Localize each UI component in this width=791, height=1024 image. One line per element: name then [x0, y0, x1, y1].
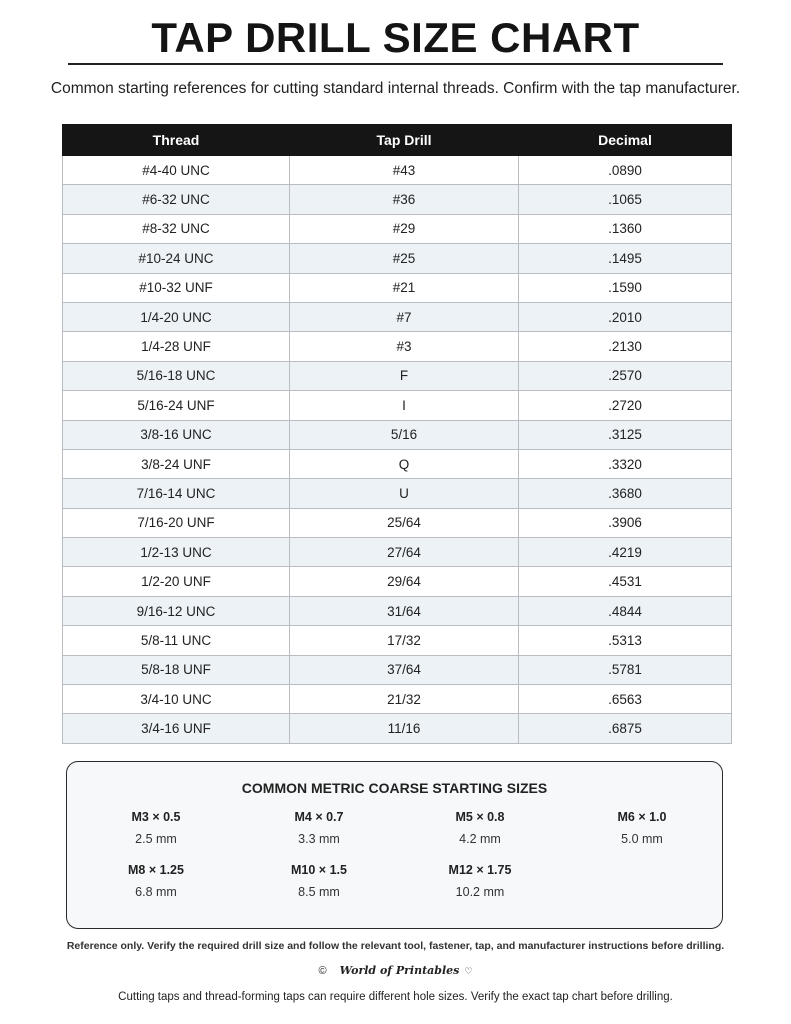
- cell-tap-drill: 27/64: [290, 538, 519, 567]
- cell-decimal: .6875: [519, 714, 732, 743]
- table-row: [63, 332, 732, 361]
- table-body: [63, 156, 732, 744]
- table-row: [63, 567, 732, 596]
- cell-tap-drill: 29/64: [290, 567, 519, 596]
- cell-decimal: .1495: [519, 244, 732, 273]
- column-header-tap-drill: Tap Drill: [290, 125, 519, 156]
- table-row: [63, 185, 732, 214]
- metric-item: [420, 810, 540, 846]
- cell-thread: 3/8-16 UNC: [63, 420, 290, 449]
- table-header-row: [63, 125, 732, 156]
- metric-drill-size: 2.5 mm: [135, 832, 177, 846]
- cell-thread: 1/4-28 UNF: [63, 332, 290, 361]
- cell-tap-drill: #43: [290, 156, 519, 185]
- page-subtitle: Common starting references for cutting standard internal threads. Confirm with the tap manufacturer.: [50, 80, 741, 97]
- cell-tap-drill: #21: [290, 273, 519, 302]
- cell-thread: 3/8-24 UNF: [63, 449, 290, 478]
- cell-thread: #6-32 UNC: [63, 185, 290, 214]
- cell-tap-drill: U: [290, 479, 519, 508]
- table-row: [63, 508, 732, 537]
- cell-decimal: .0890: [519, 156, 732, 185]
- cell-decimal: .2130: [519, 332, 732, 361]
- cell-tap-drill: 11/16: [290, 714, 519, 743]
- metric-panel-title: COMMON METRIC COARSE STARTING SIZES: [241, 780, 548, 796]
- cell-decimal: .2720: [519, 391, 732, 420]
- cell-thread: 1/2-13 UNC: [63, 538, 290, 567]
- heart-icon: ♡: [464, 966, 473, 976]
- cell-thread: 5/8-11 UNC: [63, 626, 290, 655]
- metric-thread-size: M5 × 0.8: [455, 810, 505, 824]
- brand-logo: World of Printables: [339, 964, 460, 977]
- cell-thread: 1/2-20 UNF: [63, 567, 290, 596]
- metric-drill-size: 3.3 mm: [298, 832, 340, 846]
- cell-tap-drill: #25: [290, 244, 519, 273]
- table-row: [63, 361, 732, 390]
- cell-thread: #10-32 UNF: [63, 273, 290, 302]
- cell-decimal: .6563: [519, 685, 732, 714]
- cell-thread: 5/8-18 UNF: [63, 655, 290, 684]
- metric-item: [420, 863, 540, 899]
- cell-thread: 9/16-12 UNC: [63, 596, 290, 625]
- cell-tap-drill: 25/64: [290, 508, 519, 537]
- cell-decimal: .3320: [519, 449, 732, 478]
- brand-line: [0, 964, 791, 977]
- metric-item: [96, 863, 216, 899]
- metric-drill-size: 4.2 mm: [459, 832, 501, 846]
- metric-item: [582, 810, 702, 846]
- cell-tap-drill: 21/32: [290, 685, 519, 714]
- metric-item: [259, 863, 379, 899]
- table-row: [63, 273, 732, 302]
- metric-drill-size: 5.0 mm: [621, 832, 663, 846]
- metric-thread-size: M10 × 1.5: [291, 863, 347, 877]
- cell-tap-drill: 37/64: [290, 655, 519, 684]
- page-title: TAP DRILL SIZE CHART: [151, 14, 640, 61]
- table-row: [63, 714, 732, 743]
- cell-tap-drill: F: [290, 361, 519, 390]
- metric-drill-size: 10.2 mm: [455, 885, 505, 899]
- cell-tap-drill: Q: [290, 449, 519, 478]
- cell-decimal: .3125: [519, 420, 732, 449]
- cell-thread: 1/4-20 UNC: [63, 302, 290, 331]
- cell-decimal: .4531: [519, 567, 732, 596]
- cell-tap-drill: 31/64: [290, 596, 519, 625]
- table-row: [63, 449, 732, 478]
- cell-thread: 5/16-24 UNF: [63, 391, 290, 420]
- copyright-symbol: ©: [318, 965, 327, 977]
- cell-decimal: .3906: [519, 508, 732, 537]
- table-row: [63, 244, 732, 273]
- cell-tap-drill: 17/32: [290, 626, 519, 655]
- cell-thread: #10-24 UNC: [63, 244, 290, 273]
- cell-tap-drill: I: [290, 391, 519, 420]
- table-row: [63, 302, 732, 331]
- disclaimer-note: Reference only. Verify the required drill size and follow the relevant tool, fastener, tap, and manufacturer instructions before drilling.: [66, 940, 725, 952]
- metric-thread-size: M6 × 1.0: [617, 810, 667, 824]
- metric-sizes-panel: [66, 761, 723, 929]
- table-row: [63, 685, 732, 714]
- cell-thread: 7/16-14 UNC: [63, 479, 290, 508]
- cell-decimal: .3680: [519, 479, 732, 508]
- cell-decimal: .4844: [519, 596, 732, 625]
- table-row: [63, 214, 732, 243]
- cell-decimal: .1360: [519, 214, 732, 243]
- metric-thread-size: M3 × 0.5: [131, 810, 181, 824]
- title-divider: [68, 63, 723, 65]
- table-row: [63, 479, 732, 508]
- cell-thread: #8-32 UNC: [63, 214, 290, 243]
- metric-thread-size: M8 × 1.25: [128, 863, 184, 877]
- table-row: [63, 655, 732, 684]
- cell-decimal: .1065: [519, 185, 732, 214]
- cell-tap-drill: 5/16: [290, 420, 519, 449]
- table-row: [63, 596, 732, 625]
- metric-drill-size: 8.5 mm: [298, 885, 340, 899]
- cell-decimal: .2570: [519, 361, 732, 390]
- footer-note: Cutting taps and thread-forming taps can require different hole sizes. Verify the exact tap chart before drilling.: [118, 991, 673, 1003]
- cell-tap-drill: #7: [290, 302, 519, 331]
- table-row: [63, 391, 732, 420]
- column-header-thread: Thread: [63, 125, 290, 156]
- cell-thread: 7/16-20 UNF: [63, 508, 290, 537]
- table-row: [63, 156, 732, 185]
- cell-thread: 3/4-16 UNF: [63, 714, 290, 743]
- tap-drill-table: [62, 124, 732, 744]
- metric-drill-size: 6.8 mm: [135, 885, 177, 899]
- cell-decimal: .5781: [519, 655, 732, 684]
- metric-thread-size: M12 × 1.75: [448, 863, 512, 877]
- cell-decimal: .1590: [519, 273, 732, 302]
- metric-thread-size: M4 × 0.7: [294, 810, 344, 824]
- cell-thread: #4-40 UNC: [63, 156, 290, 185]
- column-header-decimal: Decimal: [519, 125, 732, 156]
- metric-item: [96, 810, 216, 846]
- cell-decimal: .5313: [519, 626, 732, 655]
- table-row: [63, 538, 732, 567]
- cell-thread: 3/4-10 UNC: [63, 685, 290, 714]
- cell-tap-drill: #29: [290, 214, 519, 243]
- table-row: [63, 420, 732, 449]
- cell-decimal: .4219: [519, 538, 732, 567]
- cell-tap-drill: #36: [290, 185, 519, 214]
- cell-decimal: .2010: [519, 302, 732, 331]
- cell-thread: 5/16-18 UNC: [63, 361, 290, 390]
- cell-tap-drill: #3: [290, 332, 519, 361]
- metric-item: [259, 810, 379, 846]
- table-row: [63, 626, 732, 655]
